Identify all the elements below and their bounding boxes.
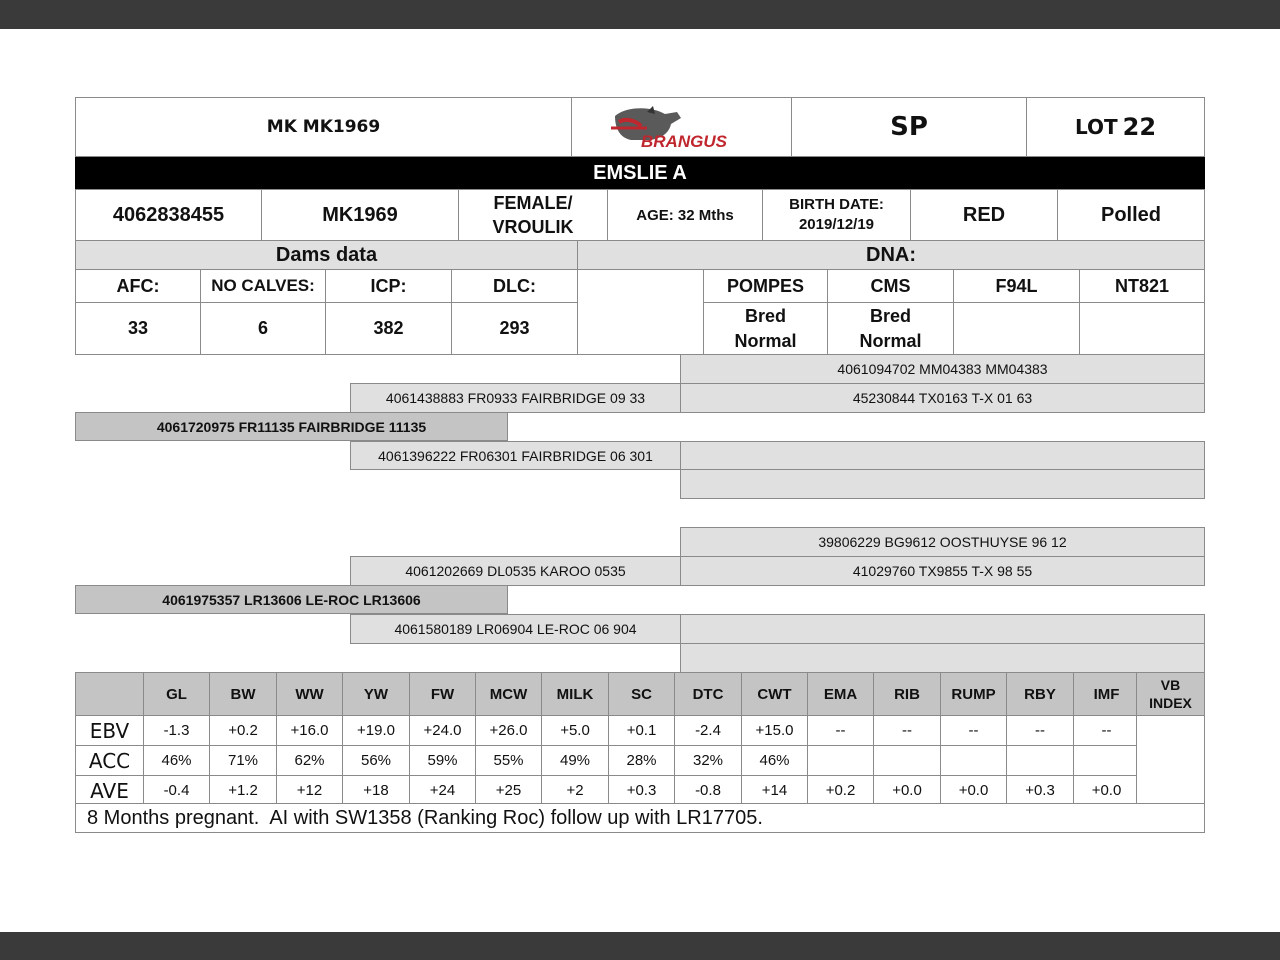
ebv-cell [541,775,609,806]
ebv-cell-text: -- [835,722,846,739]
no-calves-value [200,302,326,355]
ebv-header-milk [541,672,609,716]
ebv-header-rib [873,672,941,716]
brangus-logo [571,97,792,157]
ebv-cell [209,745,277,776]
ebv-cell [209,715,277,746]
animal-colour [910,189,1058,241]
lot-label-text: LOT [1074,115,1118,139]
ebv-cell [674,745,742,776]
ebv-cell-text: +25 [495,782,522,799]
ebv-header-ww [276,672,343,716]
herd-code-text: MK MK1969 [266,117,381,137]
birth-date-value: 2019/12/19 [798,216,875,233]
ebv-cell [674,775,742,806]
ebv-cell [1073,775,1140,806]
cms-header [827,269,954,303]
animal-name-text: EMSLIE A [593,162,687,184]
pompes-value [703,302,828,355]
ebv-cell-text: 59% [427,752,458,769]
dlc-value-text: 293 [499,318,530,338]
animal-sex [458,189,608,241]
ebv-header-milk-text: MILK [556,685,594,703]
ebv-cell [143,775,210,806]
pompes-header [703,269,828,303]
ebv-cell-text: +15.0 [755,722,794,739]
pompes-header-text: POMPES [726,275,805,296]
animal-tag [261,189,459,241]
ebv-cell-text: +0.2 [825,782,856,799]
ebv-header-rump-text: RUMP [951,685,996,703]
vb-index-header-line-1: VB [1160,676,1181,693]
dams-data-title [75,240,578,270]
afc-value-text: 33 [127,318,149,338]
no-calves-value-text: 6 [257,318,268,338]
ebv-cell-text: +2 [566,782,584,799]
afc-value [75,302,201,355]
pedigree-dam-dam-sire [680,614,1205,644]
ebv-header-sc-text: SC [631,685,652,703]
grade [791,97,1027,157]
ebv-cell-text: 56% [360,752,392,769]
ebv-cell [475,775,542,806]
ebv-cell [143,745,210,776]
ebv-header-gl [143,672,210,716]
animal-age [607,189,763,241]
ebv-cell [209,775,277,806]
ebv-cell-text: +0.0 [958,782,989,799]
ebv-cell-text: -- [968,722,979,739]
ebv-header-imf-text: IMF [1093,685,1120,703]
icp-value [325,302,452,355]
ebv-header-fw-text: FW [430,685,455,703]
ebv-cell-text: -1.3 [163,722,190,739]
ebv-cell [1073,745,1140,776]
pedigree-sire-dam-dam [680,469,1205,499]
ebv-cell-text: +18 [363,782,389,799]
icp-header [325,269,452,303]
ebv-row-label-ave-text: AVE [90,778,129,803]
vb-index-value [1136,715,1205,806]
ebv-cell-text: 28% [626,752,657,769]
ebv-cell-text: 32% [692,752,724,769]
ebv-row-label-ebv-text: EBV [89,718,130,743]
ebv-cell-text: +19.0 [357,722,395,739]
no-calves-header-text: NO CALVES: [211,276,315,295]
ebv-header-rump [940,672,1007,716]
ebv-cell [541,745,609,776]
animal-colour-text: RED [962,203,1006,226]
ebv-header-rby [1006,672,1074,716]
no-calves-header [200,269,326,303]
ebv-cell-text: +24 [429,782,456,799]
ebv-header-bw [209,672,277,716]
ebv-cell [608,715,675,746]
ebv-cell-text: +12 [296,782,323,799]
ebv-header-mcw [475,672,542,716]
pedigree-text: 4061580189 LR06904 LE-ROC 06 904 [394,621,637,637]
ebv-cell [475,745,542,776]
animal-name [75,157,1205,190]
dna-title [577,240,1205,270]
ebv-header-dtc-text: DTC [692,685,724,703]
nt821-header [1079,269,1205,303]
pedigree-dam-dam [350,614,681,644]
f94l-header [953,269,1080,303]
ebv-header-dtc [674,672,742,716]
afc-header [75,269,201,303]
ebv-row-label-ave [75,775,144,806]
ebv-cell-text: +1.2 [228,782,258,799]
ebv-cell [873,775,941,806]
ebv-cell [342,745,410,776]
ebv-cell [741,745,808,776]
pedigree-dam [75,585,508,614]
ebv-header-cwt [741,672,808,716]
bull-logo-icon [607,102,757,152]
ebv-cell-text: 62% [294,752,325,769]
ebv-header-cwt-text: CWT [757,685,792,703]
herd-code [75,97,572,157]
ebv-cell-text: 46% [759,752,790,769]
ebv-cell-text: -- [1101,722,1112,739]
dlc-header-text: DLC: [493,275,536,296]
ebv-cell [1006,745,1074,776]
pedigree-text: 41029760 TX9855 T-X 98 55 [852,563,1033,579]
ebv-cell [940,775,1007,806]
ebv-cell [409,715,476,746]
bottom-frame-bar [0,932,1280,960]
vb-index-header [1136,672,1205,716]
ebv-cell [143,715,210,746]
ebv-row-label-acc [75,745,144,776]
ebv-row-label-acc-text: ACC [88,748,131,773]
nt821-header-text: NT821 [1114,275,1170,296]
pedigree-dam-sire-sire [680,527,1205,557]
pedigree-sire-sire [350,383,681,413]
ebv-row-label-ebv [75,715,144,746]
ebv-cell-text: 46% [161,752,192,769]
ebv-cell [807,745,874,776]
ebv-cell [940,715,1007,746]
ebv-header-fw [409,672,476,716]
ebv-cell-text: +14 [761,782,788,799]
ebv-cell-text: -0.8 [695,782,721,799]
pedigree-text: 39806229 BG9612 OOSTHUYSE 96 12 [818,534,1067,550]
ebv-cell-text: +26.0 [489,722,528,739]
dna-title-text: DNA: [866,243,916,266]
animal-id-text: 4062838455 [112,203,225,226]
ebv-cell [608,745,675,776]
ebv-cell [741,775,808,806]
remarks [75,803,1205,833]
dams-title-text: Dams data [275,243,378,266]
ebv-cell [1006,775,1074,806]
pedigree-sire-dam-sire [680,441,1205,470]
ebv-cell [342,715,410,746]
ebv-cell-text: 55% [493,752,524,769]
pedigree-text: 4061094702 MM04383 MM04383 [837,361,1048,377]
pedigree-dam-dam-dam [680,643,1205,673]
pompes-value-line-2: Normal [734,330,797,351]
ebv-cell [541,715,609,746]
ebv-cell-text: 71% [227,752,259,769]
f94l-value [953,302,1080,355]
top-frame-bar [0,0,1280,29]
pedigree-sire-sire-dam [680,383,1205,413]
ebv-cell [873,715,941,746]
ebv-cell-text: +0.0 [1091,782,1122,799]
lot-label [1026,97,1205,157]
ebv-cell-text: +0.3 [626,782,657,799]
ebv-cell [807,715,874,746]
ebv-corner [75,672,144,716]
ebv-cell [674,715,742,746]
ebv-cell [741,715,808,746]
pompes-value-line-1: Bred [744,306,786,327]
pedigree-sire-dam [350,441,681,470]
ebv-cell [276,745,343,776]
ebv-cell-text: -2.4 [695,722,721,739]
pedigree-text: 4061438883 FR0933 FAIRBRIDGE 09 33 [385,390,646,406]
ebv-header-imf [1073,672,1140,716]
ebv-cell-text: +16.0 [290,722,329,739]
ebv-cell [1006,715,1074,746]
dna-blank [577,269,704,355]
ebv-header-rby-text: RBY [1024,685,1056,703]
afc-header-text: AFC: [116,275,160,296]
ebv-cell [873,745,941,776]
cms-value [827,302,954,355]
ebv-cell [276,775,343,806]
pedigree-sire-sire-sire [680,354,1205,384]
sex-line-2: VROULIK [492,217,574,237]
remarks-text: 8 Months pregnant. AI with SW1358 (Ranking Roc) follow up with LR17705. [87,806,763,829]
ebv-header-mcw-text: MCW [489,685,528,703]
pedigree-text: 4061720975 FR11135 FAIRBRIDGE 11135 [156,418,427,435]
ebv-cell-text: +0.0 [892,782,922,799]
ebv-cell [940,745,1007,776]
animal-id [75,189,262,241]
ebv-header-sc [608,672,675,716]
horn-status [1057,189,1205,241]
horn-status-text: Polled [1100,203,1161,226]
nt821-value [1079,302,1205,355]
ebv-cell [409,775,476,806]
pedigree-text: 4061396222 FR06301 FAIRBRIDGE 06 301 [378,447,653,464]
ebv-cell-text: +24.0 [423,722,462,739]
vb-index-header-line-2: INDEX [1149,695,1192,711]
ebv-header-gl-text: GL [166,685,187,703]
lot-number: 22 [1122,113,1157,141]
pedigree-dam-sire [350,556,681,586]
ebv-cell-text: +0.3 [1025,782,1055,799]
ebv-cell [807,775,874,806]
pedigree-text: 45230844 TX0163 T-X 01 63 [852,390,1033,406]
dlc-value [451,302,578,355]
ebv-cell-text: -- [1035,722,1045,739]
pedigree-sire [75,412,508,441]
f94l-header-text: F94L [995,275,1038,296]
birth-date [762,189,911,241]
grade-text: SP [890,112,928,142]
ebv-cell [1073,715,1140,746]
cms-header-text: CMS [870,275,911,296]
logo-wordmark: BRANGUS [640,132,727,151]
animal-age-text: AGE: 32 Mths [636,206,734,224]
ebv-header-bw-text: BW [230,685,256,703]
ebv-cell [342,775,410,806]
pedigree-text: 4061975357 LR13606 LE-ROC LR13606 [162,591,421,608]
ebv-cell [409,745,476,776]
sex-line-1: FEMALE/ [493,192,573,213]
ebv-header-ema [807,672,874,716]
ebv-header-yw-text: YW [363,685,389,703]
cms-value-line-1: Bred [869,306,911,327]
icp-header-text: ICP: [370,275,407,296]
ebv-cell [276,715,343,746]
dlc-header [451,269,578,303]
birth-date-label: BIRTH DATE: [789,195,884,213]
ebv-cell-text: +5.0 [560,722,590,739]
icp-value-text: 382 [373,318,404,338]
ebv-header-rib-text: RIB [894,685,920,703]
ebv-header-ema-text: EMA [823,685,858,703]
ebv-cell [608,775,675,806]
pedigree-text: 4061202669 DL0535 KAROO 0535 [405,563,626,579]
ebv-cell-text: +0.2 [228,722,258,739]
ebv-header-ww-text: WW [295,685,324,703]
ebv-cell-text: -- [902,722,912,739]
ebv-cell-text: +0.1 [626,722,657,739]
ebv-cell-text: 49% [559,752,591,769]
ebv-header-yw [342,672,410,716]
ebv-cell [475,715,542,746]
ebv-cell-text: -0.4 [163,782,190,799]
pedigree-dam-sire-dam [680,556,1205,586]
animal-tag-text: MK1969 [322,203,398,226]
cms-value-line-2: Normal [859,330,922,351]
